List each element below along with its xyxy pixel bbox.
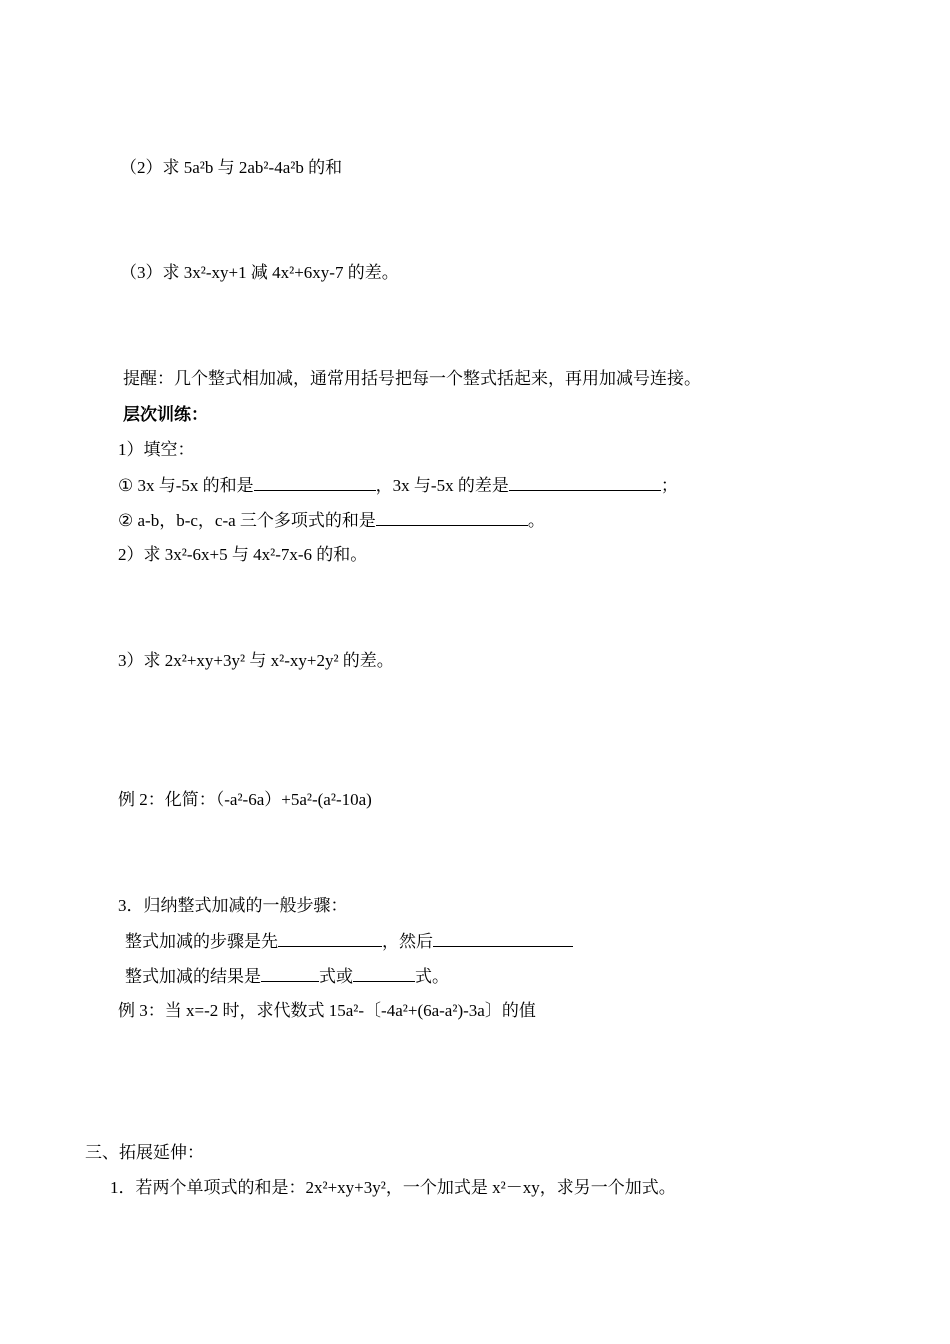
summary-result-text1: 整式加减的结果是 (125, 967, 261, 986)
answer-blank[interactable] (353, 965, 415, 982)
practice-item-1b-text2: 。 (527, 511, 545, 530)
practice-item-1a (118, 474, 678, 496)
practice-item-2: 2）求 3x²-6x+5 与 4x²-7x-6 的和。 (118, 545, 368, 564)
reminder-text: 提醒：几个整式相加减，通常用括号把每一个整式括起来，再用加减号连接。 (123, 369, 701, 388)
answer-blank[interactable] (509, 474, 661, 491)
practice-item-1a-text1: ① 3x 与-5x 的和是 (118, 476, 254, 495)
summary-steps (125, 930, 573, 952)
answer-blank[interactable] (433, 930, 573, 947)
practice-item-1b (118, 509, 545, 531)
summary-result (125, 965, 449, 987)
practice-item-1a-text2: ，3x 与-5x 的差是 (375, 476, 509, 495)
extension-heading: 三、拓展延伸： (85, 1143, 204, 1162)
summary-steps-text2: ，然后 (382, 932, 433, 951)
extension-question-1: 1．若两个单项式的和是：2x²+xy+3y²，一个加式是 x²－xy，求另一个加式。 (110, 1178, 676, 1197)
practice-item-3: 3）求 2x²+xy+3y² 与 x²-xy+2y² 的差。 (118, 651, 394, 670)
example-3: 例 3：当 x=-2 时，求代数式 15a²-〔-4a²+(6a-a²)-3a〕的值 (118, 1001, 536, 1020)
practice-item-1-title: 1）填空： (118, 440, 195, 459)
answer-blank[interactable] (376, 509, 528, 526)
practice-heading: 层次训练： (123, 405, 208, 424)
practice-item-1a-text3: ； (660, 476, 678, 495)
answer-blank[interactable] (254, 474, 376, 491)
example-2: 例 2：化简：（-a²-6a）+5a²-(a²-10a) (118, 790, 372, 809)
summary-result-text3: 式。 (415, 967, 449, 986)
summary-title: 3．归纳整式加减的一般步骤： (118, 896, 348, 915)
answer-blank[interactable] (261, 965, 319, 982)
summary-steps-text1: 整式加减的步骤是先 (125, 932, 278, 951)
answer-blank[interactable] (278, 930, 382, 947)
exercise-3: （3）求 3x²-xy+1 减 4x²+6xy-7 的差。 (120, 263, 399, 282)
exercise-2: （2）求 5a²b 与 2ab²-4a²b 的和 (120, 158, 343, 177)
practice-item-1b-text1: ② a-b，b-c，c-a 三个多项式的和是 (118, 511, 376, 530)
summary-result-text2: 式或 (319, 967, 353, 986)
